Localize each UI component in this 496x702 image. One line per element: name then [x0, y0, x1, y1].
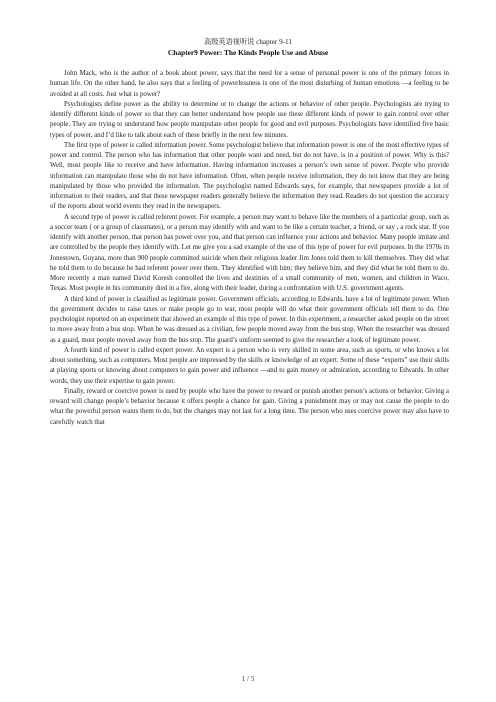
paragraph: Finally, reward or coercive power is used by people who have the power to reward or punish another person’s actions or behavior. Giving a reward will change people’s behavior because it offers people a chance for gain. Giving a punishment may or may not cause the people to do what the powerful person wants them to do, but the changes may not last for a long time. The person who uses coercive power may also have to carefully watch that — [50, 387, 449, 426]
paragraph: Psychologists define power as the ability to determine or to change the actions or behavior of other people. Psychologists are trying to identify different kinds of power so that they can better understand how people use these different kinds of power to gain control over other people. They are trying to understand how people manipulate other people for good and evil purposes. Psychologists have identified five basic types of power, and I’d like to talk about each of these briefly in the next few minutes. — [50, 100, 449, 139]
running-header: 高级英语视听说 chapter 9-11 — [204, 38, 292, 46]
paragraph: A third kind of power is classified as legitimate power. Government officials, according to Edwards, have a lot of legitimate power. When the government decides to raise taxes or make people go to war, most people will do what their government officials tell them to do. One psychologist reported on an experiment that showed an example of this type of power. In this experiment, a researcher asked people on the street to move away from a bus stop. When he was dressed as a civilian, few people moved away from the bus stop. When the researcher was dressed as a guard, most people moved away from the bus stop. The guard’s uniform seemed to give the researcher a look of legitimate power. — [50, 295, 449, 344]
paragraph: A fourth kind of power is called expert power. An expert is a person who is very skilled in some area, such as sports, or who knows a lot about something, such as computers. Most people are impressed by the skills or knowledge of an expert. Some of these “experts” use their skills at playing sports or knowing about computers to gain power and influence —and to gain money or admiration, according to Edwards. In other words, they use their expertise to gain power. — [50, 346, 449, 385]
paragraph: The first type of power is called information power. Some psychologist believe that information power is one of the most effective types of power and control. The person who has information that other people want and need, but do not have, is in a position of power. Why is this? Well, most people like to receive and have information. Having information increases a person’s own sense of power. People who provide information can manipulate those who do not have information. Often, when people receive information, they do not know that they are being manipulated by those who provided the information. The psychologist named Edwards says, for example, that newspapers provide a lot of information to their readers, and that these newspaper readers generally believe the information they read. Readers do not question the accuracy of the reports about world events they read in the newspapers. — [50, 141, 449, 211]
paragraph: A second type of power is called referent power. For example, a person may want to behave like the members of a particular group, such as a soccer team ( or a group of classmates), or a person may identify with and want to be like a certain teacher, a friend, or say , a rock star. If you identify with another person, that person has power over you, and that person can influence your actions and behavior. Many people imitate and are controlled by the people they identify with. Let me give you a sad example of the use of this type of power for evil purposes. In the 1970s in Jonestown, Guyana, more than 900 people committed suicide when their religious leader Jim Jones told them to kill themselves. They did what he told them to do because he had referent power over them. They identified with him; they believe him, and they did what he told them to do. More recently a man named David Koresh controlled the lives and destinies of a small community of men, women, and children in Waco, Texas. Most people in his community died in a fire, along with their leader, during a confrontation with U.S. government agents. — [50, 213, 449, 293]
document-body — [50, 69, 449, 649]
page-number: 1 / 5 — [241, 675, 255, 683]
chapter-title: Chapter9 Power: The Kinds People Use and Abuse — [167, 48, 329, 57]
paragraph: John Mack, who is the author of a book about power, says that the need for a sense of personal power is one of the primary forces in human life. On the other hand, he also says that a feeling of powerlessness is one of the most disturbing of human emotions —a feeling to be avoided at all costs. Just what is power? — [50, 70, 449, 98]
